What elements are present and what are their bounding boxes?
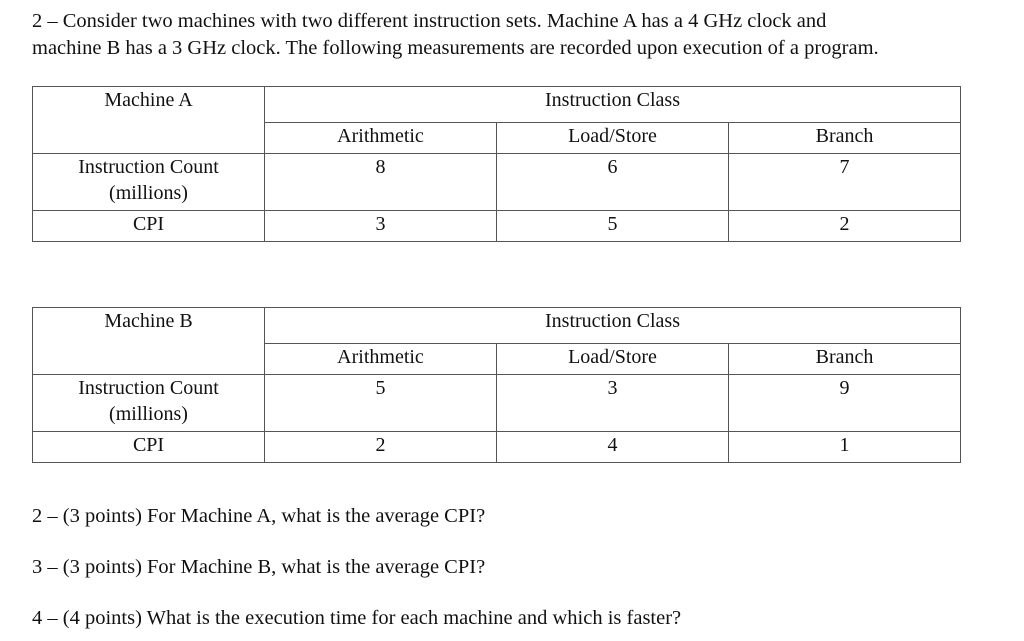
machine-label: Machine A — [104, 89, 193, 111]
ic-branch: 7 — [729, 154, 961, 211]
ic-arithmetic: 5 — [265, 375, 497, 432]
instruction-count-label-line2: (millions) — [109, 403, 188, 425]
class-arithmetic: Arithmetic — [265, 123, 497, 154]
instruction-count-label — [33, 375, 265, 432]
class-branch: Branch — [729, 344, 961, 375]
machine-b-table — [32, 307, 961, 463]
problem-intro — [32, 8, 992, 62]
question-3: 3 – (3 points) For Machine B, what is the average CPI? — [32, 556, 486, 578]
instruction-count-label-line1: Instruction Count — [78, 156, 219, 178]
cpi-arithmetic: 2 — [265, 432, 497, 463]
intro-line-1: 2 – Consider two machines with two different instruction sets. Machine A has a 4 GHz clock and — [32, 10, 827, 32]
class-load-store: Load/Store — [497, 344, 729, 375]
instruction-count-label — [33, 154, 265, 211]
class-branch: Branch — [729, 123, 961, 154]
cpi-load-store: 5 — [497, 211, 729, 242]
cpi-load-store: 4 — [497, 432, 729, 463]
machine-a-table — [32, 86, 961, 242]
instruction-count-label-line1: Instruction Count — [78, 377, 219, 399]
intro-line-2: machine B has a 3 GHz clock. The following measurements are recorded upon execution of a program. — [32, 37, 879, 59]
cpi-arithmetic: 3 — [265, 211, 497, 242]
instruction-class-header: Instruction Class — [265, 87, 961, 123]
cpi-branch: 1 — [729, 432, 961, 463]
cpi-label: CPI — [33, 211, 265, 242]
instruction-count-label-line2: (millions) — [109, 182, 188, 204]
question-4: 4 – (4 points) What is the execution time for each machine and which is faster? — [32, 607, 682, 629]
instruction-class-header: Instruction Class — [265, 308, 961, 344]
machine-label-cell — [33, 308, 265, 375]
ic-load-store: 6 — [497, 154, 729, 211]
ic-load-store: 3 — [497, 375, 729, 432]
ic-arithmetic: 8 — [265, 154, 497, 211]
question-2: 2 – (3 points) For Machine A, what is the average CPI? — [32, 505, 486, 527]
machine-label-cell — [33, 87, 265, 154]
machine-label: Machine B — [104, 310, 193, 332]
cpi-label: CPI — [33, 432, 265, 463]
class-load-store: Load/Store — [497, 123, 729, 154]
cpi-branch: 2 — [729, 211, 961, 242]
ic-branch: 9 — [729, 375, 961, 432]
class-arithmetic: Arithmetic — [265, 344, 497, 375]
